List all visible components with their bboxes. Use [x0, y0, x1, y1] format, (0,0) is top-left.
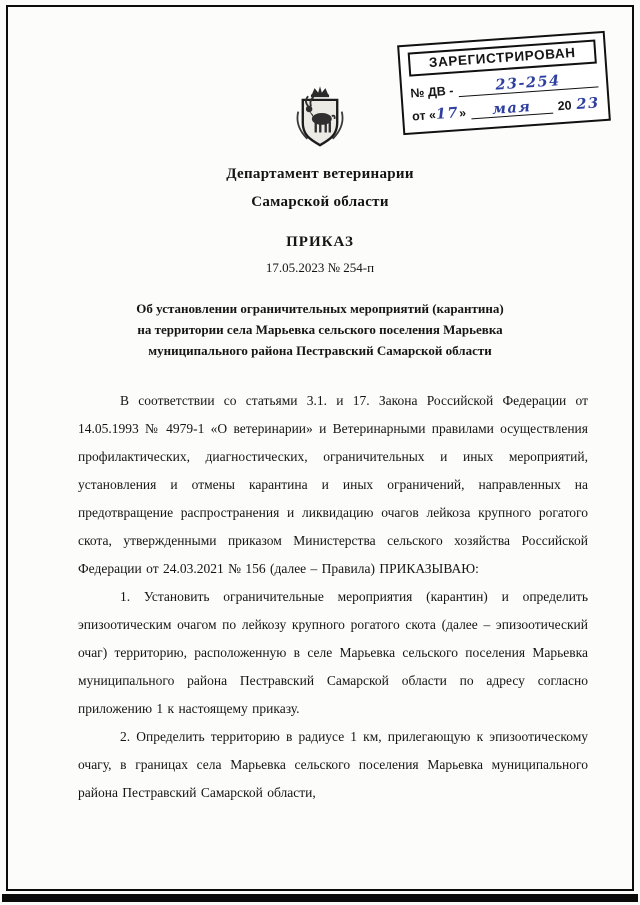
scan-bottom-edge — [2, 894, 638, 902]
stamp-number-underline — [458, 71, 599, 96]
stamp-date-month: мая — [491, 97, 532, 118]
stamp-date-day: 17 — [435, 103, 460, 123]
org-name-line1: Департамент ветеринарии — [226, 166, 414, 182]
body-paragraph: В соответствии со статьями 3.1. и 17. Закона Российской Федерации от 14.05.1993 № 4979-1 «О ветеринарии» и Ветеринарными правилами осуществления профилактических, диагностических, ограничительных и иных мероприятий, установления и отмены карантина и иных ограничений, направленных на предотвращение распространения и ликвидацию очагов лейкоза крупного рогатого скота, утвержденными приказом Министерства сельского хозяйства Российской Федерации от 24.03.2021 № 156 (далее – Правила) ПРИКАЗЫВАЮ: — [78, 393, 588, 576]
body-paragraph: 1. Установить ограничительные мероприятия (карантин) и определить эпизоотическим очагом по лейкозу крупного рогатого скота (далее – эпизоотический очаг) территорию, расположенную в селе Марьевка сельского поселения Марьевка муниципального района Пестравский Самарской области по адресу согласно приложению 1 к настоящему приказу. — [78, 589, 588, 716]
stamp-date-prefix: от « — [411, 107, 437, 124]
coat-of-arms-icon — [291, 84, 349, 152]
stamp-date-line — [412, 95, 601, 124]
stamp-date-month-underline — [470, 98, 553, 119]
stamp-number-label: № ДВ - — [409, 83, 454, 101]
doc-number-date: 17.05.2023 № 254-п — [265, 260, 375, 275]
stamp-date-year-hand: 23 — [575, 93, 601, 113]
stamp-number-line — [410, 71, 599, 100]
org-name-line2: Самарской области — [251, 194, 389, 210]
registration-stamp — [397, 31, 611, 135]
stamp-title: ЗАРЕГИСТРИРОВАН — [408, 40, 597, 77]
stamp-number-value: 23-254 — [494, 72, 562, 94]
stamp-date-year-printed: 20 — [557, 98, 573, 114]
subject-line3: муниципального района Пестравский Самарской области — [148, 343, 492, 358]
stamp-date-quote-close: » — [458, 105, 467, 121]
doc-body — [0, 387, 640, 807]
doc-subject — [0, 298, 640, 361]
doc-type-title: ПРИКАЗ — [286, 234, 354, 250]
body-paragraph: 2. Определить территорию в радиусе 1 км, прилегающую к эпизоотическому очагу, в границах села Марьевка сельского поселения Марьевка муниципального района Пестравский Самарской области, — [78, 729, 588, 800]
subject-line2: на территории села Марьевка сельского поселения Марьевка — [137, 322, 503, 337]
subject-line1: Об установлении ограничительных мероприятий (карантина) — [136, 301, 504, 316]
